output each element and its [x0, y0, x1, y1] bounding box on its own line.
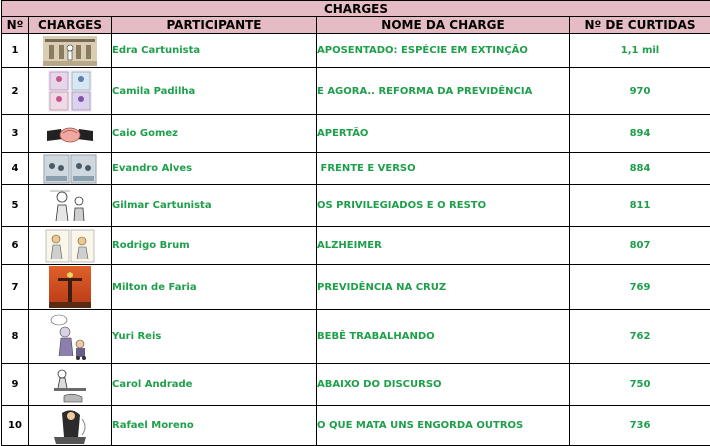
table-row [2, 153, 710, 185]
table-row [2, 115, 710, 153]
header-likes: Nº DE CURTIDAS [570, 17, 710, 34]
row-number: 7 [2, 265, 29, 310]
charge-thumbnail[interactable] [29, 406, 112, 446]
table-row [2, 34, 710, 68]
cartoon-image-10 [48, 407, 92, 445]
likes-count: 894 [570, 115, 710, 153]
participant-name[interactable]: Milton de Faria [112, 265, 317, 310]
charge-thumbnail[interactable] [29, 227, 112, 265]
likes-count: 769 [570, 265, 710, 310]
row-number: 5 [2, 185, 29, 227]
charge-name[interactable]: BEBÊ TRABALHANDO [317, 310, 570, 364]
charges-ranking-table [1, 0, 710, 446]
likes-count: 762 [570, 310, 710, 364]
cartoon-image-9 [50, 366, 90, 404]
row-number: 3 [2, 115, 29, 153]
table-row [2, 227, 710, 265]
participant-name[interactable]: Edra Cartunista [112, 34, 317, 68]
header-number: Nº [2, 17, 29, 34]
table-title-row [2, 1, 710, 17]
charge-thumbnail[interactable] [29, 265, 112, 310]
charge-thumbnail[interactable] [29, 310, 112, 364]
likes-count: 970 [570, 68, 710, 115]
charge-name[interactable]: APERTÃO [317, 115, 570, 153]
charge-thumbnail[interactable] [29, 153, 112, 185]
row-number: 2 [2, 68, 29, 115]
charge-name[interactable]: APOSENTADO: ESPÉCIE EM EXTINÇÃO [317, 34, 570, 68]
cartoon-image-5 [48, 187, 92, 225]
charge-thumbnail[interactable] [29, 68, 112, 115]
header-charges: CHARGES [29, 17, 112, 34]
cartoon-image-8 [49, 312, 91, 362]
cartoon-image-4 [43, 154, 97, 184]
row-number: 8 [2, 310, 29, 364]
likes-count: 736 [570, 406, 710, 446]
cartoon-image-2 [48, 70, 92, 112]
participant-name[interactable]: Rafael Moreno [112, 406, 317, 446]
row-number: 9 [2, 364, 29, 406]
participant-name[interactable]: Rodrigo Brum [112, 227, 317, 265]
cartoon-image-1 [43, 36, 97, 66]
header-charge-name: NOME DA CHARGE [317, 17, 570, 34]
cartoon-image-7 [49, 266, 91, 308]
charge-name[interactable]: OS PRIVILEGIADOS E O RESTO [317, 185, 570, 227]
participant-name[interactable]: Camila Padilha [112, 68, 317, 115]
table-row [2, 310, 710, 364]
charge-name[interactable]: ALZHEIMER [317, 227, 570, 265]
participant-name[interactable]: Carol Andrade [112, 364, 317, 406]
charge-name[interactable]: ABAIXO DO DISCURSO [317, 364, 570, 406]
likes-count: 884 [570, 153, 710, 185]
likes-count: 807 [570, 227, 710, 265]
participant-name[interactable]: Yuri Reis [112, 310, 317, 364]
charge-thumbnail[interactable] [29, 34, 112, 68]
charge-name[interactable]: E AGORA.. REFORMA DA PREVIDÊNCIA [317, 68, 570, 115]
charge-name[interactable]: PREVIDÊNCIA NA CRUZ [317, 265, 570, 310]
charge-name[interactable]: O QUE MATA UNS ENGORDA OUTROS [317, 406, 570, 446]
likes-count: 1,1 mil [570, 34, 710, 68]
table-row [2, 185, 710, 227]
likes-count: 811 [570, 185, 710, 227]
table-row [2, 364, 710, 406]
cartoon-image-6 [45, 229, 95, 263]
charge-thumbnail[interactable] [29, 364, 112, 406]
row-number: 1 [2, 34, 29, 68]
table-row [2, 68, 710, 115]
cartoon-image-3 [45, 119, 95, 149]
table-header-row [2, 17, 710, 34]
charge-thumbnail[interactable] [29, 185, 112, 227]
row-number: 10 [2, 406, 29, 446]
table-row [2, 265, 710, 310]
participant-name[interactable]: Gilmar Cartunista [112, 185, 317, 227]
participant-name[interactable]: Evandro Alves [112, 153, 317, 185]
likes-count: 750 [570, 364, 710, 406]
row-number: 4 [2, 153, 29, 185]
charge-name[interactable]: FRENTE E VERSO [317, 153, 570, 185]
participant-name[interactable]: Caio Gomez [112, 115, 317, 153]
table-row [2, 406, 710, 446]
row-number: 6 [2, 227, 29, 265]
header-participant: PARTICIPANTE [112, 17, 317, 34]
charge-thumbnail[interactable] [29, 115, 112, 153]
table-title: CHARGES [2, 1, 710, 17]
